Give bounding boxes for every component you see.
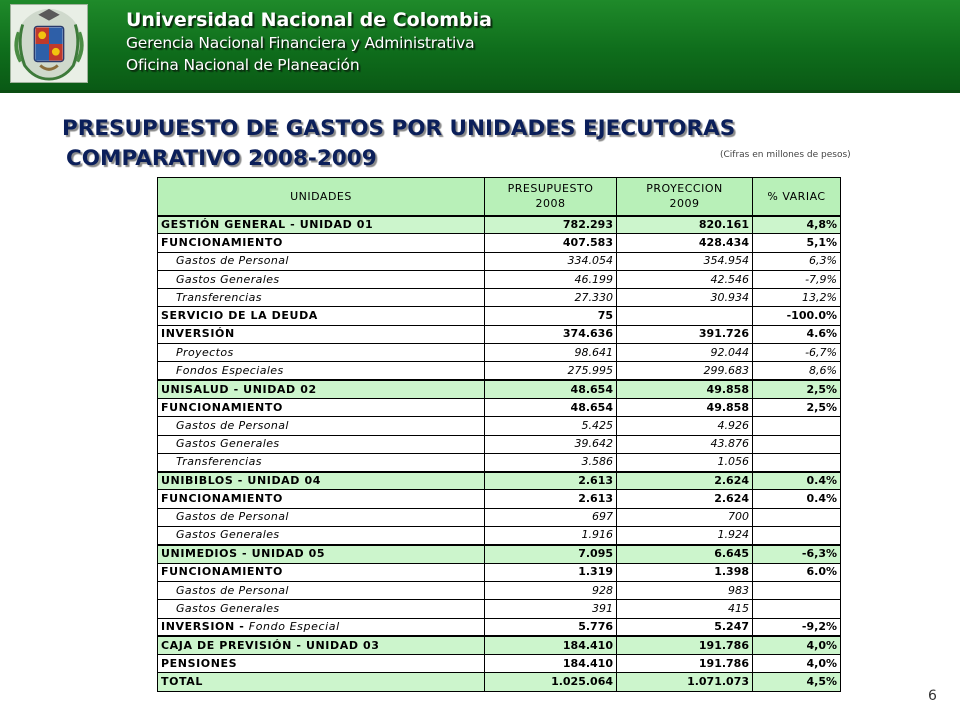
header-banner: [0, 0, 960, 90]
value-2009: 820.161: [617, 216, 753, 234]
variation: 0.4%: [753, 490, 841, 508]
row-label-text: Gastos de Personal: [176, 510, 289, 524]
value-2008: 7.095: [485, 545, 617, 563]
table-row: [158, 252, 841, 270]
value-2008: 2.613: [485, 490, 617, 508]
value-2009: 1.398: [617, 563, 753, 581]
row-label-text: Gastos de Personal: [176, 254, 289, 268]
row-label-text: Transferencias: [176, 290, 262, 304]
row-label: [158, 216, 485, 234]
slide-title: [62, 114, 735, 174]
variation: 2,5%: [753, 380, 841, 398]
value-2008: 3.586: [485, 453, 617, 471]
row-label: [158, 307, 485, 325]
row-label: [158, 563, 485, 581]
header-presupuesto-label: PRESUPUESTO: [507, 182, 594, 196]
row-label: [158, 344, 485, 362]
value-2009: 191.786: [617, 636, 753, 654]
university-logo: [10, 4, 88, 83]
units-note: (Cifras en millones de pesos): [720, 150, 851, 160]
row-label-text: FUNCIONAMIENTO: [161, 400, 283, 414]
row-label: [158, 252, 485, 270]
value-2009: 43.876: [617, 435, 753, 453]
table-row: [158, 325, 841, 343]
variation: 4,5%: [753, 673, 841, 691]
row-label-text: Transferencias: [176, 455, 262, 469]
variation: 5,1%: [753, 234, 841, 252]
variation: [753, 417, 841, 435]
variation: 6.0%: [753, 563, 841, 581]
row-label-text: Gastos de Personal: [176, 418, 289, 432]
row-label-text: Gastos de Personal: [176, 583, 289, 597]
row-label-text: Proyectos: [176, 345, 234, 359]
value-2009: 5.247: [617, 618, 753, 636]
row-label: [158, 636, 485, 654]
page-number: 6: [928, 688, 937, 704]
value-2008: 1.025.064: [485, 673, 617, 691]
value-2009: 49.858: [617, 398, 753, 416]
value-2008: 928: [485, 581, 617, 599]
row-label: [158, 234, 485, 252]
value-2008: 275.995: [485, 362, 617, 380]
row-label: [158, 618, 485, 636]
value-2008: 407.583: [485, 234, 617, 252]
table-row: [158, 344, 841, 362]
value-2009: 700: [617, 508, 753, 526]
value-2008: 782.293: [485, 216, 617, 234]
variation: 4,0%: [753, 636, 841, 654]
header-unidades: UNIDADES: [158, 178, 485, 216]
value-2009: 191.786: [617, 655, 753, 673]
value-2008: 184.410: [485, 636, 617, 654]
row-label-text: SERVICIO DE LA DEUDA: [161, 309, 318, 323]
table-row: [158, 362, 841, 380]
table-row: [158, 289, 841, 307]
row-label: [158, 435, 485, 453]
table-row: [158, 527, 841, 545]
variation: 4,8%: [753, 216, 841, 234]
value-2008: 1.319: [485, 563, 617, 581]
variation: 6,3%: [753, 252, 841, 270]
variation: [753, 527, 841, 545]
variation: -6,3%: [753, 545, 841, 563]
row-label: [158, 325, 485, 343]
row-label: [158, 453, 485, 471]
row-label-text: Gastos Generales: [176, 272, 280, 286]
row-label-text: INVERSIÓN: [161, 327, 235, 341]
table-row: [158, 417, 841, 435]
table-row: [158, 435, 841, 453]
table-row: [158, 673, 841, 691]
header-presupuesto: [485, 178, 617, 216]
value-2009: 299.683: [617, 362, 753, 380]
table-row: [158, 581, 841, 599]
row-label-text: TOTAL: [161, 675, 204, 689]
value-2009: 49.858: [617, 380, 753, 398]
row-label: [158, 362, 485, 380]
value-2008: 75: [485, 307, 617, 325]
row-label: [158, 527, 485, 545]
value-2009: 1.924: [617, 527, 753, 545]
row-label-text: Gastos Generales: [176, 528, 280, 542]
value-2008: 98.641: [485, 344, 617, 362]
table-row: [158, 234, 841, 252]
row-label-text: UNIBIBLOS - UNIDAD 04: [161, 474, 321, 488]
row-label-text: PENSIONES: [161, 656, 238, 670]
variation: 0.4%: [753, 472, 841, 490]
value-2008: 374.636: [485, 325, 617, 343]
row-label-text: INVERSION -: [161, 619, 249, 633]
variation: 13,2%: [753, 289, 841, 307]
header-proyeccion-label: PROYECCION: [646, 182, 723, 196]
table-row: [158, 600, 841, 618]
row-label: [158, 545, 485, 563]
value-2008: 2.613: [485, 472, 617, 490]
variation: [753, 435, 841, 453]
value-2008: 5.425: [485, 417, 617, 435]
value-2008: 334.054: [485, 252, 617, 270]
value-2008: 27.330: [485, 289, 617, 307]
row-label: [158, 417, 485, 435]
table-row: [158, 472, 841, 490]
value-2009: 6.645: [617, 545, 753, 563]
header-variacion: % VARIAC: [753, 178, 841, 216]
title-line-1: PRESUPUESTO DE GASTOS POR UNIDADES EJECUTORAS: [62, 116, 736, 141]
row-label: [158, 673, 485, 691]
value-2008: 391: [485, 600, 617, 618]
value-2009: 2.624: [617, 472, 753, 490]
value-2008: 48.654: [485, 398, 617, 416]
row-label-text: UNIMEDIOS - UNIDAD 05: [161, 547, 326, 561]
row-label-text: Fondos Especiales: [176, 363, 284, 377]
row-label-text: FUNCIONAMIENTO: [161, 235, 283, 249]
row-label-text: Gastos Generales: [176, 437, 280, 451]
table-row: [158, 490, 841, 508]
header-proyeccion-year: 2009: [669, 197, 700, 211]
variation: [753, 581, 841, 599]
table-row: [158, 453, 841, 471]
value-2009: 354.954: [617, 252, 753, 270]
row-label-text: Gastos Generales: [176, 601, 280, 615]
table-row: [158, 655, 841, 673]
department-name: Gerencia Nacional Financiera y Administrativa: [126, 34, 475, 52]
variation: -9,2%: [753, 618, 841, 636]
value-2009: 1.071.073: [617, 673, 753, 691]
row-label: [158, 655, 485, 673]
row-label: [158, 398, 485, 416]
value-2009: [617, 307, 753, 325]
value-2008: 697: [485, 508, 617, 526]
row-label: [158, 490, 485, 508]
row-label: [158, 380, 485, 398]
variation: 4,0%: [753, 655, 841, 673]
row-label-text: FUNCIONAMIENTO: [161, 565, 283, 579]
variation: [753, 453, 841, 471]
value-2009: 415: [617, 600, 753, 618]
variation: -7,9%: [753, 270, 841, 288]
table-row: [158, 508, 841, 526]
value-2008: 48.654: [485, 380, 617, 398]
table-row: [158, 398, 841, 416]
variation: [753, 600, 841, 618]
table-row: [158, 270, 841, 288]
row-label-text: CAJA DE PREVISIÓN - UNIDAD 03: [161, 638, 380, 652]
header-proyeccion: [617, 178, 753, 216]
office-name: Oficina Nacional de Planeación: [126, 56, 360, 74]
value-2009: 983: [617, 581, 753, 599]
value-2009: 2.624: [617, 490, 753, 508]
variation: 8,6%: [753, 362, 841, 380]
value-2009: 1.056: [617, 453, 753, 471]
value-2009: 428.434: [617, 234, 753, 252]
value-2008: 46.199: [485, 270, 617, 288]
table-body: [158, 216, 841, 692]
value-2009: 4.926: [617, 417, 753, 435]
row-label: [158, 472, 485, 490]
row-label: [158, 600, 485, 618]
university-name: Universidad Nacional de Colombia: [126, 9, 492, 31]
table-row: [158, 618, 841, 636]
table-row: [158, 307, 841, 325]
table-row: [158, 216, 841, 234]
value-2008: 39.642: [485, 435, 617, 453]
row-label: [158, 508, 485, 526]
table-row: [158, 545, 841, 563]
value-2009: 30.934: [617, 289, 753, 307]
table-row: [158, 380, 841, 398]
table-header-row: [158, 178, 841, 216]
value-2009: 391.726: [617, 325, 753, 343]
row-label: [158, 581, 485, 599]
variation: 4.6%: [753, 325, 841, 343]
header-divider: [0, 90, 960, 93]
variation: -6,7%: [753, 344, 841, 362]
table-row: [158, 636, 841, 654]
value-2008: 184.410: [485, 655, 617, 673]
header-text: [126, 8, 492, 76]
coat-of-arms-icon: [11, 5, 87, 82]
row-label: [158, 270, 485, 288]
variation: 2,5%: [753, 398, 841, 416]
value-2008: 5.776: [485, 618, 617, 636]
variation: -100.0%: [753, 307, 841, 325]
row-label-text: FUNCIONAMIENTO: [161, 492, 283, 506]
row-label-text: UNISALUD - UNIDAD 02: [161, 382, 317, 396]
variation: [753, 508, 841, 526]
value-2008: 1.916: [485, 527, 617, 545]
header-presupuesto-year: 2008: [535, 197, 566, 211]
title-line-2: COMPARATIVO 2008-2009: [66, 146, 377, 171]
table-row: [158, 563, 841, 581]
value-2009: 42.546: [617, 270, 753, 288]
row-label: [158, 289, 485, 307]
value-2009: 92.044: [617, 344, 753, 362]
row-label-text: GESTIÓN GENERAL - UNIDAD 01: [161, 217, 374, 231]
budget-table: [157, 177, 841, 692]
row-label-italic: Fondo Especial: [248, 619, 340, 633]
